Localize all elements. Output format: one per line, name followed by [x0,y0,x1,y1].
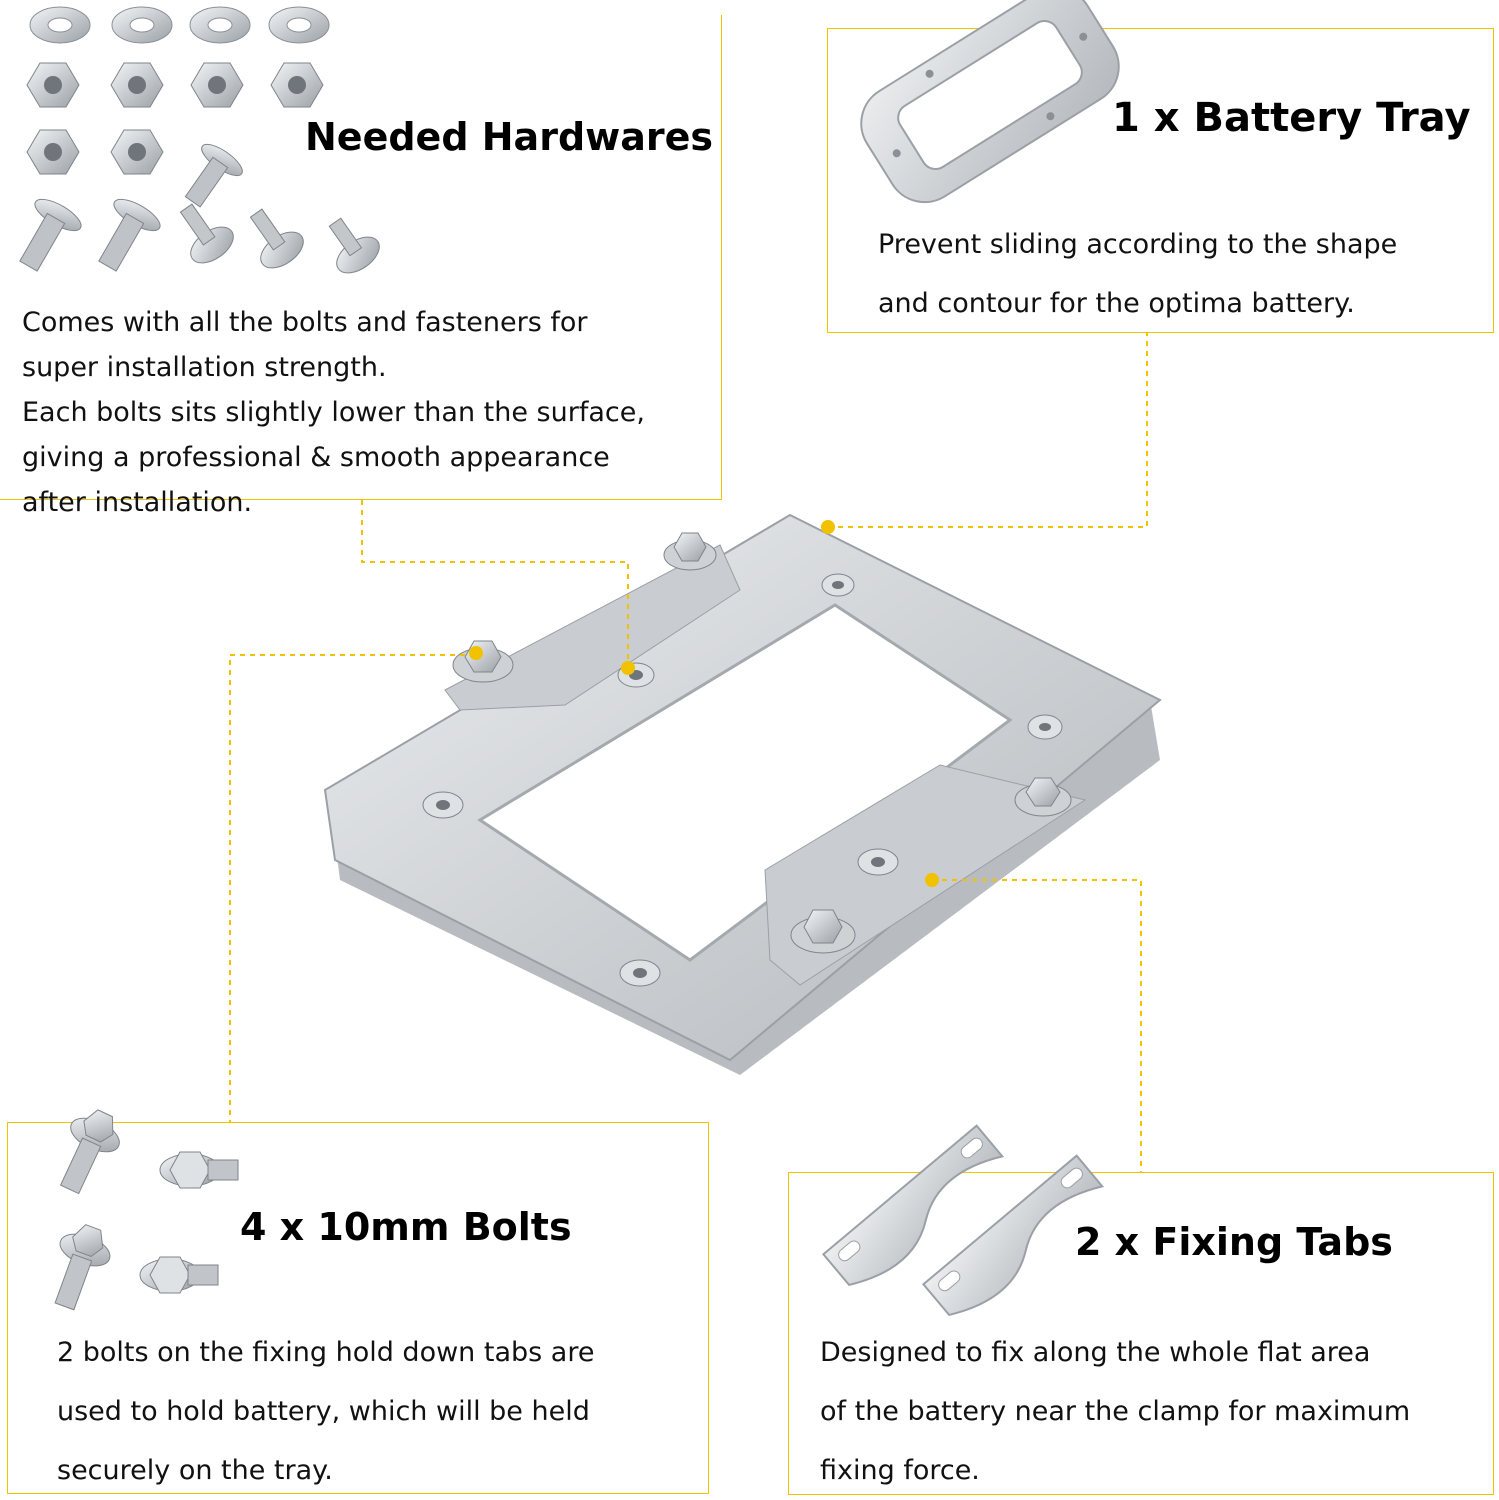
tray-line-2: and contour for the optima battery. [878,288,1355,319]
hardware-description [22,300,645,525]
tabs-title: 2 x Fixing Tabs [1075,1220,1393,1264]
hardware-line-1: Comes with all the bolts and fasteners for [22,307,588,338]
hardware-line-3: Each bolts sits slightly lower than the surface, [22,397,645,428]
tray-line-1: Prevent sliding according to the shape [878,229,1398,260]
tray-description [878,215,1397,333]
ten-mm-bolt-group [40,1102,238,1315]
washer-group [30,7,329,43]
bolts-line-2: used to hold battery, which will be held [57,1396,590,1427]
flange-nut-group [27,63,323,174]
tabs-line-3: fixing force. [820,1455,980,1486]
bolts-title: 4 x 10mm Bolts [240,1205,572,1249]
hardware-title: Needed Hardwares [305,115,714,159]
bolts-line-1: 2 bolts on the fixing hold down tabs are [57,1337,595,1368]
fixing-tab-group [823,1126,1112,1327]
hardware-line-2: super installation strength. [22,352,387,383]
tray-title: 1 x Battery Tray [1112,95,1471,141]
tray-thumbnail [847,0,1133,216]
tabs-line-2: of the battery near the clamp for maximum [820,1396,1411,1427]
hardware-line-5: after installation. [22,487,253,518]
tabs-line-1: Designed to fix along the whole flat area [820,1337,1371,1368]
bolts-description [57,1323,594,1500]
hardware-line-4: giving a professional & smooth appearance [22,442,610,473]
tabs-description [820,1323,1410,1500]
bolts-line-3: securely on the tray. [57,1455,333,1486]
